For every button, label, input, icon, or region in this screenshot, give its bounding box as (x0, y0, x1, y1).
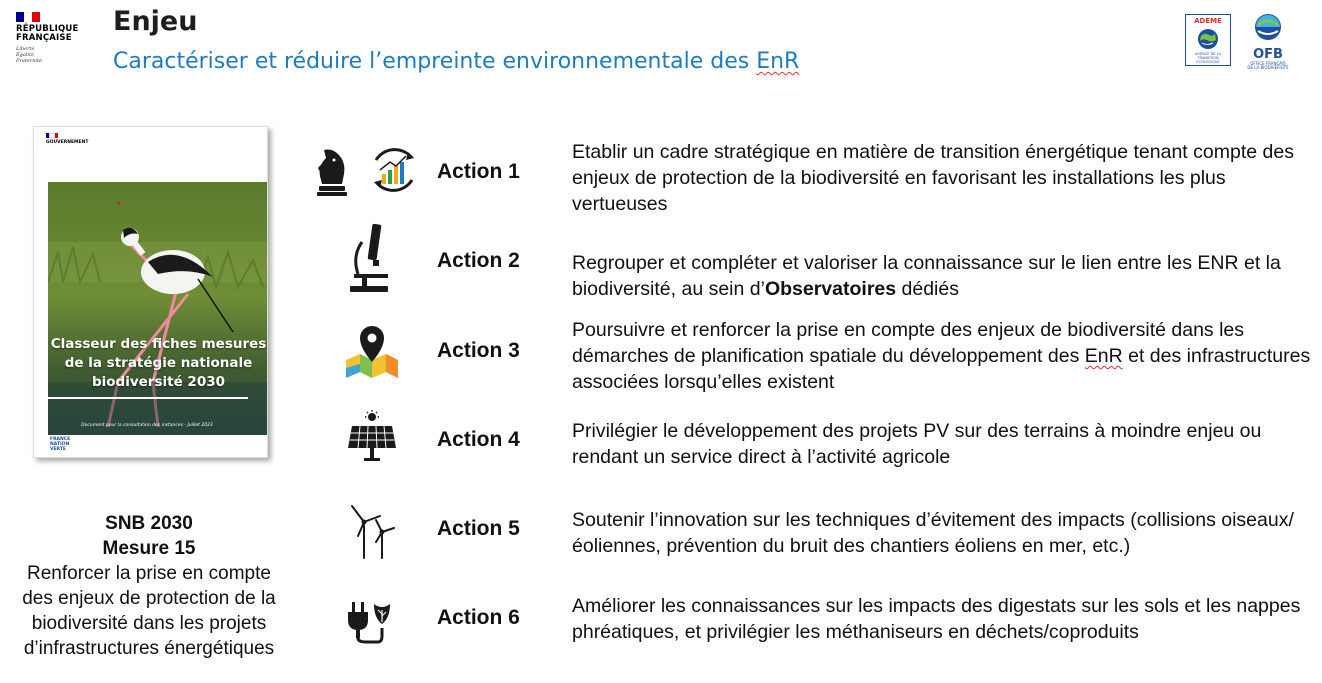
action-description-3: Poursuivre et renforcer la prise en compte des enjeux de biodiversité dans les démarches de planification spatiale du développement des EnR et des infrastructures associées lorsqu’elles existent (572, 319, 1311, 393)
solar-panel-icon (346, 410, 398, 462)
caption-snb: SNB 2030 (105, 513, 193, 534)
map-pin-icon (344, 324, 400, 380)
page-subtitle: Caractériser et réduire l’empreinte environnementale des EnR (113, 49, 800, 74)
rf-logo-motto: Liberté Égalité Fraternité (16, 46, 42, 64)
action-description-1: Etablir un cadre stratégique en matière de transition énergétique tenant compte des enjeux de protection de la biodiversité en favorisant les installations les plus vertueuses (572, 141, 1294, 215)
page-title: Enjeu (113, 6, 198, 37)
caption-body: Renforcer la prise en compte des enjeux de protection de la biodiversité dans les projets d’infrastructures énergétiques (22, 563, 276, 659)
french-flag-icon (16, 12, 40, 22)
action-label-5: Action 5 (437, 517, 520, 540)
action-label-3: Action 3 (437, 339, 520, 362)
action-label-4: Action 4 (437, 428, 520, 451)
action-label-1: Action 1 (437, 160, 520, 183)
action-description-2: Regrouper et compléter et valoriser la connaissance sur le lien entre les ENR et la biodiversité, au sein d’Observatoires dédiés (572, 252, 1281, 300)
france-nation-verte-logo: FRANCE NATION VERTE (50, 437, 71, 452)
snb-booklet-cover (33, 126, 268, 458)
caption-measure: Mesure 15 (102, 538, 196, 559)
growth-cycle-chart-icon (368, 144, 420, 196)
gouvernement-logo: GOUVERNEMENT (46, 133, 88, 145)
microscope-icon (348, 222, 392, 296)
bio-energy-plug-icon (344, 600, 396, 644)
ademe-logo: ADEME AGENCE DE LA TRANSITION ÉCOLOGIQUE (1185, 14, 1231, 66)
cover-title: Classeur des fiches mesures de la stratégie nationale biodiversité 2030 (50, 336, 267, 390)
action-description-6: Améliorer les connaissances sur les impacts des digestats sur les sols et les nappes phréatiques, et privilégier les méthaniseurs en déchets/coproduits (572, 595, 1301, 643)
chess-knight-icon (314, 140, 350, 198)
measure-caption (0, 511, 298, 661)
action-label-6: Action 6 (437, 606, 520, 629)
republique-francaise-logo (16, 12, 86, 64)
cover-divider (48, 397, 248, 399)
rf-logo-line: RÉPUBLIQUE (16, 24, 79, 34)
action-label-2: Action 2 (437, 249, 520, 272)
wind-turbines-icon (346, 502, 398, 560)
action-description-4: Privilégier le développement des projets PV sur des terrains à moindre enjeu ou rendant un service direct à l’activité agricole (572, 420, 1262, 468)
cover-note: Document pour la consultation des instances - Juillet 2023 (81, 423, 213, 428)
ofb-emblem-icon (1254, 13, 1282, 41)
action-description-5: Soutenir l’innovation sur les techniques d’évitement des impacts (collisions oiseaux/éoliennes, prévention du bruit des chantiers éoliens en mer, etc.) (572, 509, 1294, 557)
ofb-logo: OFB OFFICE FRANÇAIS DE LA BIODIVERSITÉ (1245, 13, 1291, 70)
rf-logo-line: FRANÇAISE (16, 33, 72, 43)
ademe-globe-icon (1196, 28, 1220, 50)
